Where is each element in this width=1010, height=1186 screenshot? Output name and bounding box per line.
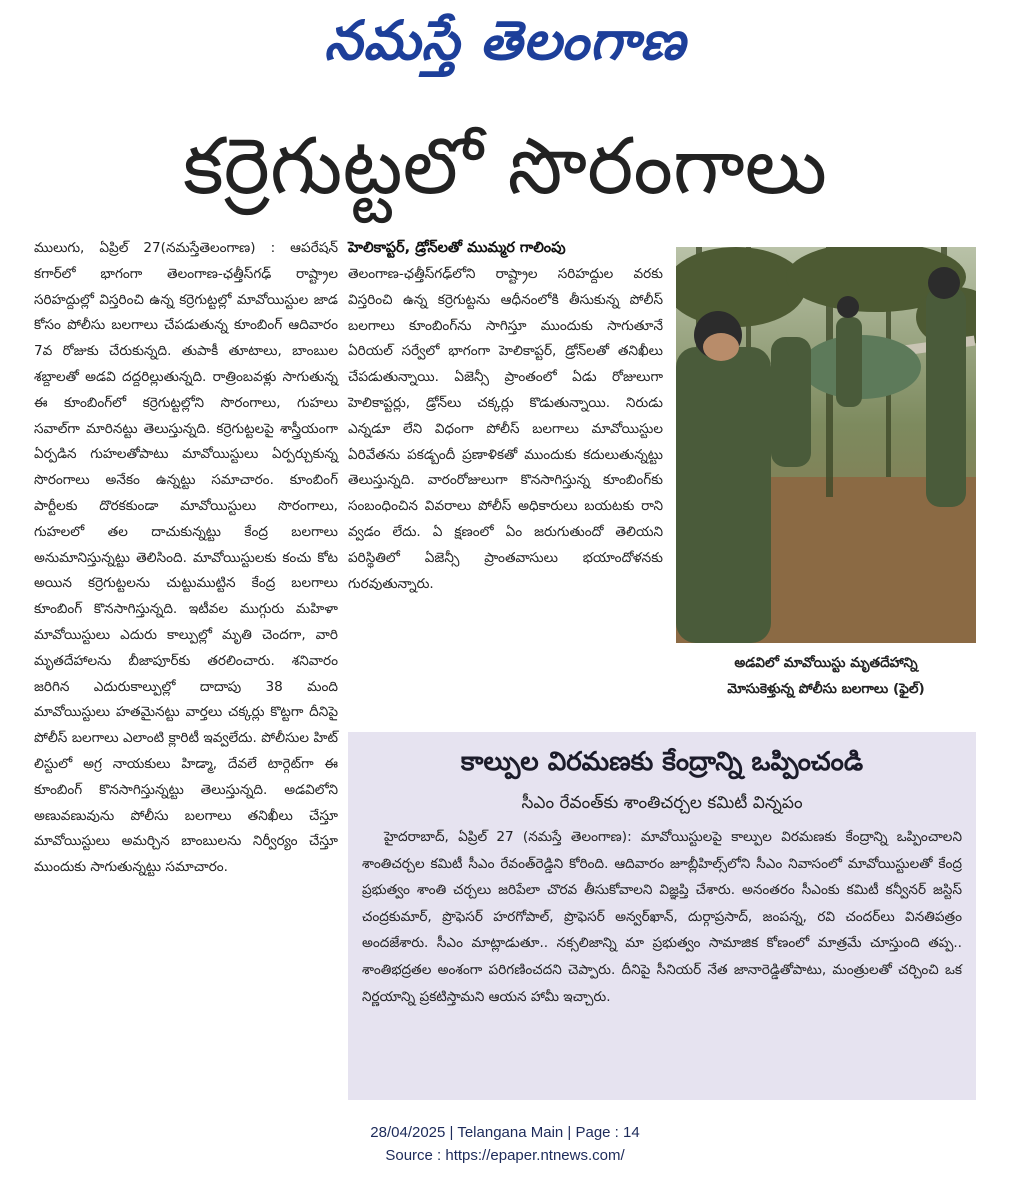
- page-info-footer: 28/04/2025 | Telangana Main | Page : 14: [370, 1124, 640, 1141]
- newspaper-masthead: నమస్తే తెలంగాణ: [324, 9, 686, 72]
- side-story-title: కాల్పుల విరమణకు కేంద్రాన్ని ఒప్పించండి: [460, 747, 864, 777]
- side-story-body: హైదరాబాద్, ఏప్రిల్ 27 (నమస్తే తెలంగాణ): మావోయిస్టులపై కాల్పుల విరమణకు కేంద్రాన్ని ఒప్పించాలని శాంతిచర్చల కమిటీ సీఎం రేవంత్‌రెడ్డిని కోరింది. ఆదివారం జూబ్లీహిల్స్‌లోని సీఎం నివాసంలో మావోయిస్టులతో కేంద్ర ప్రభుత్వం శాంతి చర్చలు జరిపేలా చొరవ తీసుకోవాలని విజ్ఞప్తి చేశారు. అనంతరం సీఎంకు కమిటీ కన్వీనర్ జస్టిస్ చంద్రకుమార్, ప్రొఫెసర్ హరగోపాల్, ప్రొఫెసర్ అన్వర్‌ఖాన్, దుర్గాప్రసాద్, జంపన్న, రవి చందర్‌లు వినతిపత్రం అందజేశారు. సీఎం మాట్లాడుతూ.. నక్సలిజాన్ని మా ప్రభుత్వం సామాజిక కోణంలో మాత్రమే చూస్తుంది తప్ప.. శాంతిభద్రతల అంశంగా పరిగణించదని చెప్పారు. దీనిపై సీనియర్ నేత జానారెడ్డితోపాటు, మంత్రులతో చర్చించి ఒక నిర్ణయాన్ని ప్రకటిస్తామని ఆయన హామీ ఇచ్చారు.: [362, 829, 962, 1005]
- column-2-subheading: హెలికాప్టర్, డ్రోన్‌లతో ముమ్మర గాలింపు: [348, 240, 566, 256]
- photo-caption-line-1: అడవిలో మావోయిస్టు మృతదేహాన్ని: [734, 655, 918, 671]
- source-footer: Source : https://epaper.ntnews.com/: [385, 1147, 625, 1164]
- article-column-2: [348, 236, 663, 597]
- photo-caption-line-2: మోసుకెళ్తున్న పోలీసు బలగాలు (ఫైల్): [727, 681, 925, 697]
- column-2-text: తెలంగాణ-ఛత్తీస్‌గఢ్‌లోని రాష్ట్రాల సరిహద్దుల వరకు విస్తరించి ఉన్న కర్రెగుట్టను ఆధీనంలోకి తీసుకున్న పోలీస్ బలగాలు కూంబింగ్‌ను సాగిస్తూ ముందుకు సాగుతూనే ఏరియల్ సర్వేలో భాగంగా హెలికాప్టర్, డ్రోన్‌లతో తనిఖీలు చేపడుతున్నాయి. ఏజెన్సీ ప్రాంతంలో ఏడు రోజులుగా హెలికాప్టర్లు, డ్రోన్‌లు చక్కర్లు కొడుతున్నాయి. నిరుడు ఎన్నడూ లేని విధంగా పోలీస్ బలగాలు మావోయిస్టుల ఏరివేతను పకడ్బందీ ప్రణాళికతో ముందుకు కదులుతున్నట్టు తెలుస్తున్నది. వారంరోజులుగా కొనసాగిస్తున్న కూంబింగ్‌కు సంబంధించిన వివరాలు పోలీస్ అధికారులు బయటకు రాని వ్వడం లేదు. ఏ క్షణంలో ఏం జరుగుతుందో తెలియని పరిస్థితిలో ఏజెన్సీ ప్రాంతవాసులు భయాందోళనకు గురవుతున్నారు.: [348, 266, 663, 592]
- forest-photo-illustration: [676, 247, 976, 643]
- page-headline: కర్రెగుట్టలో సొరంగాలు: [182, 122, 828, 212]
- side-story-subtitle: సీఎం రేవంత్‌కు శాంతిచర్చల కమిటీ విన్నపం: [521, 793, 803, 813]
- article-column-1: ములుగు, ఏప్రిల్ 27(నమస్తేతెలంగాణ) : ఆపరేషన్ కగార్‌లో భాగంగా తెలంగాణ-ఛత్తీస్‌గఢ్ రాష్ట్రాల సరిహద్దుల్లో విస్తరించి ఉన్న కర్రెగుట్టల్లో మావోయిస్టుల జాడ కోసం పోలీసు బలగాలు చేపడుతున్న కూంబింగ్ ఆదివారం 7వ రోజుకు చేరుకున్నది. తుపాకీ తూటాలు, బాంబుల శబ్దాలతో అడవి దద్దరిల్లుతున్నది. రాత్రింబవళ్లు సాగుతున్న ఈ కూంబింగ్‌లో కర్రెగుట్టల్లోని సొరంగాలు, గుహలు సవాల్‌గా మారినట్టు తెలుస్తున్నది. కర్రెగుట్టలపై శాస్త్రీయంగా ఏర్పడిన గుహలతోపాటు మావోయిస్టులు ఏర్పర్చుకున్న సొరంగాలు అనేకం ఉన్నట్టు సమాచారం. కూంబింగ్ పార్టీలకు దొరకకుండా మావోయిస్టులు సొరంగాలు, గుహలలో తల దాచుకున్నట్టు కేంద్ర బలగాలు అనుమానిస్తున్నట్టు తెలిసింది. మావోయిస్టులకు కంచు కోట అయిన కర్రెగుట్టలను చుట్టుముట్టిన కేంద్ర బలగాలు కూంబింగ్ కొనసాగిస్తున్నది. ఇటీవల ముగ్గురు మహిళా మావోయిస్టులు ఎదురు కాల్పుల్లో మృతి చెందగా, వారి మృతదేహాలను బీజాపూర్‌కు తరలించారు. శనివారం జరిగిన ఎదురుకాల్పుల్లో దాదాపు 38 మంది మావోయిస్టులు హతమైనట్టు వార్తలు చక్కర్లు కొట్టగా దీనిపై పోలీస్ బలగాలు ఎలాంటి క్లారిటీ ఇవ్వలేదు. పోలీసుల హిట్ లిస్టులో అగ్ర నాయకులు హిడ్మా, దేవలే టార్గెట్‌గా ఈ కూంబింగ్ కొనసాగిస్తున్నట్టు తెలుస్తున్నది. అడవిలోని అణువణువును పోలీసు బలగాలు తనిఖీలు చేస్తూ మావోయిస్టులు అమర్చిన బాంబులను నిర్వీర్యం చేస్తూ ముందుకు సాగుతున్నట్టు సమాచారం.: [34, 240, 338, 876]
- photo-caption: [676, 650, 976, 702]
- news-photo: [676, 247, 976, 643]
- side-story-box: [348, 732, 976, 1100]
